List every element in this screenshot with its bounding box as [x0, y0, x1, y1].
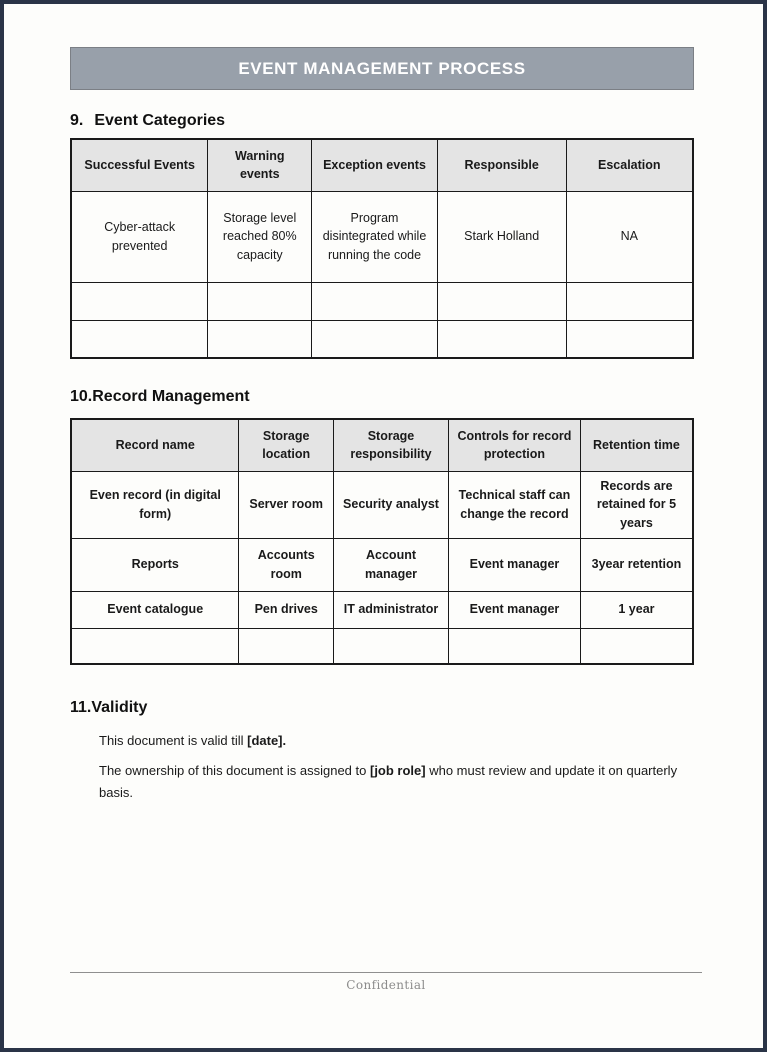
table-cell: Event catalogue	[71, 591, 239, 628]
table-cell: Stark Holland	[437, 191, 566, 282]
table-cell: Pen drives	[239, 591, 334, 628]
table-cell: Even record (in digital form)	[71, 471, 239, 538]
table-cell: Server room	[239, 471, 334, 538]
table-cell: Cyber-attack prevented	[71, 191, 208, 282]
column-header: Retention time	[580, 419, 693, 471]
column-header: Exception events	[312, 139, 438, 191]
table-cell	[208, 320, 312, 358]
table-cell: Event manager	[449, 538, 581, 591]
column-header: Controls for record protection	[449, 419, 581, 471]
footer-confidential-label: Confidential	[346, 978, 426, 992]
table-header-row	[71, 419, 693, 471]
table-cell	[333, 628, 448, 664]
table-cell	[580, 628, 693, 664]
validity-paragraph-1	[99, 730, 711, 752]
section-number: 9.	[70, 112, 84, 129]
table-row-empty	[71, 628, 693, 664]
footer-divider	[70, 972, 702, 973]
section-title: Validity	[91, 699, 148, 716]
section-heading-event-categories	[70, 112, 225, 130]
table-row	[71, 538, 693, 591]
column-header: Record name	[71, 419, 239, 471]
column-header: Escalation	[566, 139, 693, 191]
table-row-empty	[71, 282, 693, 320]
column-header: Storage location	[239, 419, 334, 471]
table-cell: Reports	[71, 538, 239, 591]
table-cell: Accounts room	[239, 538, 334, 591]
column-header: Responsible	[437, 139, 566, 191]
table-cell: Account manager	[333, 538, 448, 591]
section-heading-record-management	[70, 388, 250, 406]
table-row	[71, 191, 693, 282]
table-row	[71, 591, 693, 628]
section-number: 11.	[70, 699, 92, 716]
document-title: EVENT MANAGEMENT PROCESS	[238, 58, 526, 78]
table-cell: 3year retention	[580, 538, 693, 591]
table-row-empty	[71, 320, 693, 358]
column-header: Warning events	[208, 139, 312, 191]
table-cell: Security analyst	[333, 471, 448, 538]
paragraph-text: The ownership of this document is assigned to	[99, 763, 370, 778]
record-management-table	[70, 418, 694, 665]
table-cell	[71, 628, 239, 664]
section-title: Event Categories	[94, 112, 226, 129]
table-header-row	[71, 139, 693, 191]
table-cell: NA	[566, 191, 693, 282]
column-header: Successful Events	[71, 139, 208, 191]
table-row	[71, 471, 693, 538]
placeholder-job-role: [job role]	[369, 763, 426, 778]
document-title-banner	[70, 47, 694, 90]
table-cell	[71, 282, 208, 320]
table-cell: Technical staff can change the record	[449, 471, 581, 538]
table-cell	[312, 320, 438, 358]
paragraph-text: who must review and update it on quarterly basis.	[99, 763, 678, 800]
table-cell: Event manager	[449, 591, 581, 628]
section-number: 10.	[70, 388, 93, 405]
validity-paragraph-2	[99, 760, 711, 804]
table-cell	[437, 320, 566, 358]
table-cell	[566, 320, 693, 358]
table-cell: Program disintegrated while running the code	[312, 191, 438, 282]
table-cell: IT administrator	[333, 591, 448, 628]
table-cell: Records are retained for 5 years	[580, 471, 693, 538]
placeholder-date: [date].	[247, 733, 287, 748]
table-cell	[239, 628, 334, 664]
column-header: Storage responsibility	[333, 419, 448, 471]
table-cell: 1 year	[580, 591, 693, 628]
section-heading-validity	[70, 699, 147, 717]
table-cell	[449, 628, 581, 664]
event-categories-table	[70, 138, 694, 359]
table-cell	[312, 282, 438, 320]
table-cell: Storage level reached 80% capacity	[208, 191, 312, 282]
table-cell	[71, 320, 208, 358]
paragraph-text: This document is valid till	[99, 733, 248, 748]
section-title: Record Management	[92, 388, 250, 405]
table-cell	[566, 282, 693, 320]
table-cell	[437, 282, 566, 320]
table-cell	[208, 282, 312, 320]
